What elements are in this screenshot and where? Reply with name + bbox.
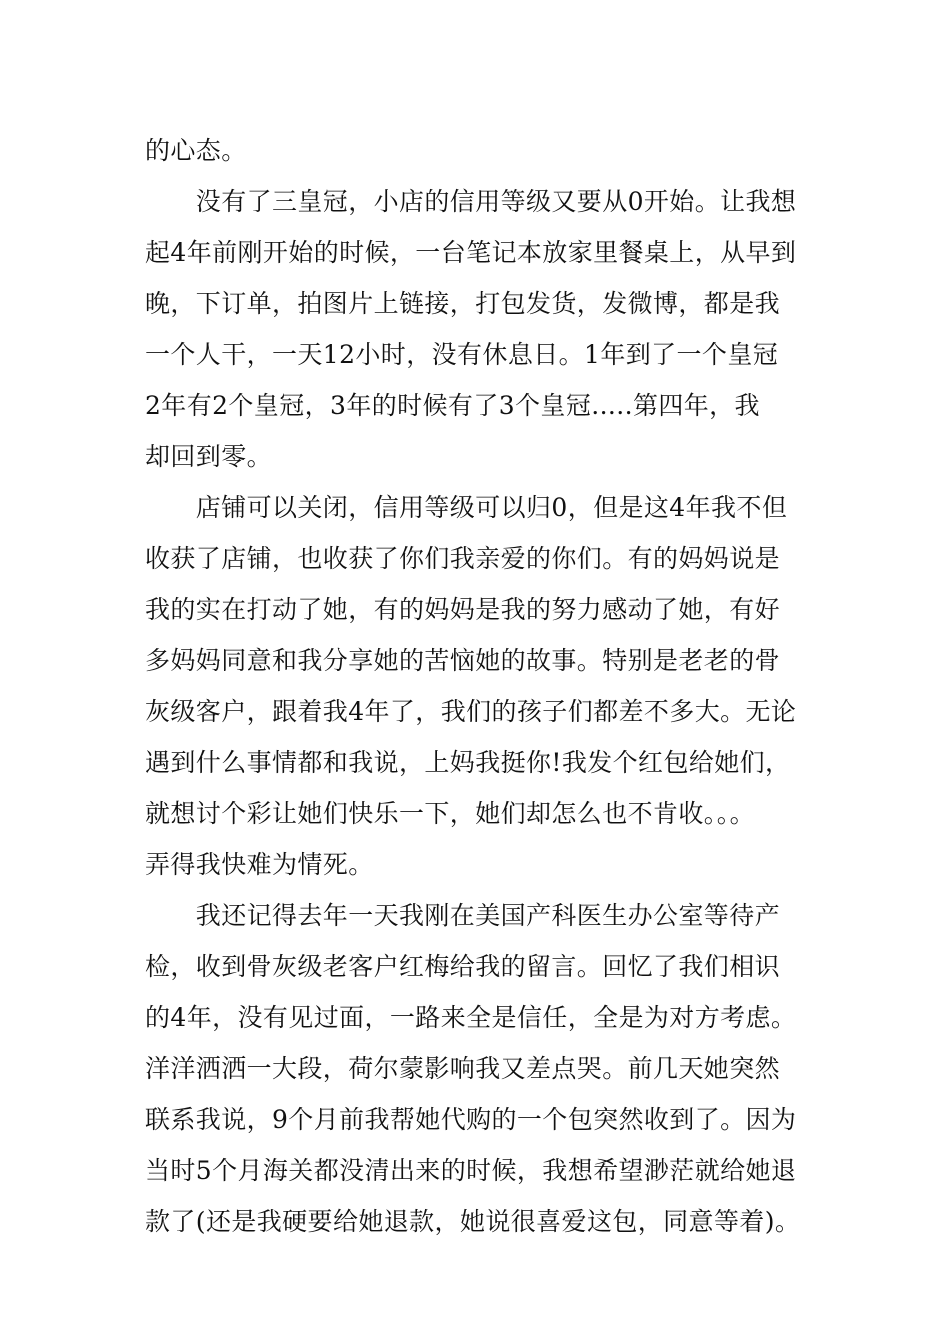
text-line: 就想讨个彩让她们快乐一下，她们却怎么也不肯收。。。 bbox=[145, 799, 756, 828]
text-line: 灰级客户，跟着我4年了，我们的孩子们都差不多大。无论 bbox=[145, 697, 797, 726]
text-line: 店铺可以关闭，信用等级可以归0，但是这4年我不但 bbox=[145, 493, 788, 522]
text-line: 起4年前刚开始的时候，一台笔记本放家里餐桌上，从早到 bbox=[145, 238, 797, 267]
text-line: 多妈妈同意和我分享她的苦恼她的故事。特别是老老的骨 bbox=[145, 646, 781, 675]
text-line: 洋洋洒洒一大段，荷尔蒙影响我又差点哭。前几天她突然 bbox=[145, 1054, 781, 1083]
text-line: 我还记得去年一天我刚在美国产科医生办公室等待产 bbox=[145, 901, 781, 930]
text-line: 当时5个月海关都没清出来的时候，我想希望渺茫就给她退 bbox=[145, 1156, 797, 1185]
text-line: 收获了店铺，也收获了你们我亲爱的你们。有的妈妈说是 bbox=[145, 544, 781, 573]
text-line: 却回到零。 bbox=[145, 442, 273, 471]
text-line: 联系我说，9个月前我帮她代购的一个包突然收到了。因为 bbox=[145, 1105, 797, 1134]
text-line: 遇到什么事情都和我说，上妈我挺你!我发个红包给她们， bbox=[145, 748, 791, 777]
text-line: 检，收到骨灰级老客户红梅给我的留言。回忆了我们相识 bbox=[145, 952, 781, 981]
text-line: 2年有2个皇冠，3年的时候有了3个皇冠.....第四年，我 bbox=[145, 391, 760, 420]
text-line: 晚，下订单，拍图片上链接，打包发货，发微博，都是我 bbox=[145, 289, 781, 318]
text-line: 没有了三皇冠，小店的信用等级又要从0开始。让我想 bbox=[145, 187, 797, 216]
text-line: 的心态。 bbox=[145, 136, 247, 165]
text-line: 的4年，没有见过面，一路来全是信任，全是为对方考虑。 bbox=[145, 1003, 797, 1032]
text-line: 我的实在打动了她，有的妈妈是我的努力感动了她，有好 bbox=[145, 595, 781, 624]
text-line: 一个人干，一天12小时，没有休息日。1年到了一个皇冠 bbox=[145, 340, 779, 369]
text-line: 款了(还是我硬要给她退款，她说很喜爱这包，同意等着)。 bbox=[145, 1207, 801, 1236]
text-line: 弄得我快难为情死。 bbox=[145, 850, 374, 879]
body-text bbox=[145, 125, 835, 1247]
